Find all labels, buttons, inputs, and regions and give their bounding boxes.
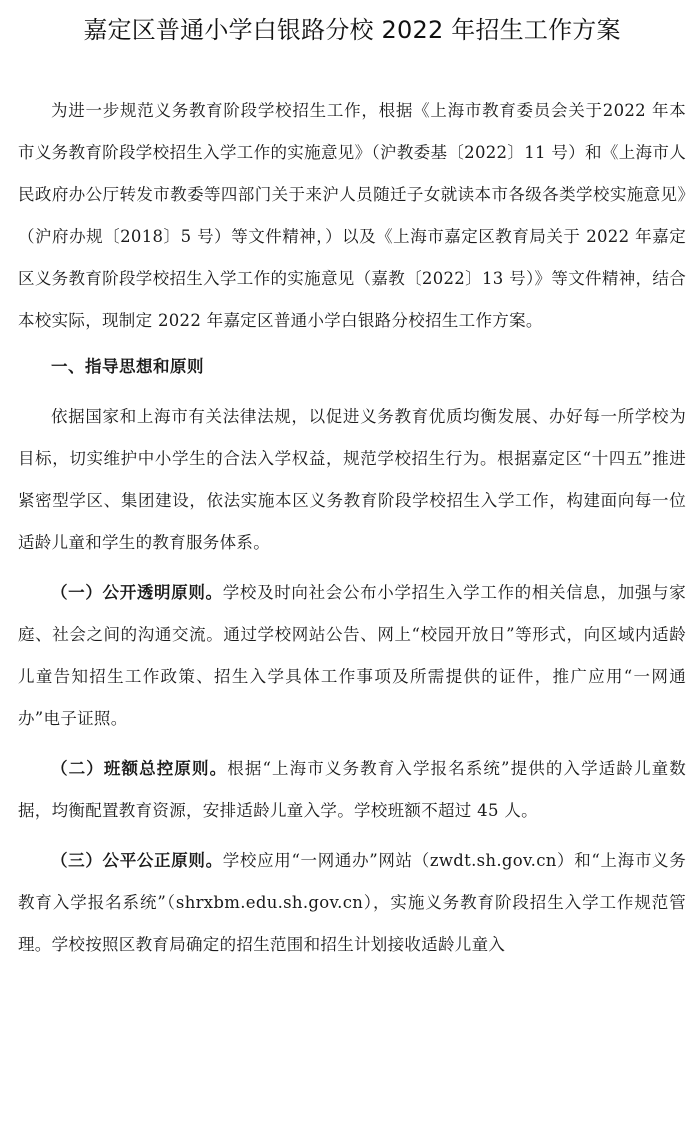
section-body-paragraph: 依据国家和上海市有关法律法规，以促进义务教育优质均衡发展、办好每一所学校为目标，切实维护中小学生的合法入学权益，规范学校招生行为。根据嘉定区“十四五”推进紧密型学区、集团建设，依法实施本区义务教育阶段学校招生入学工作，构建面向每一位适龄儿童和学生的教育服务体系。 [18, 407, 686, 552]
principle-paragraph-transparency [18, 572, 686, 740]
principle-text: 根据“上海市义务教育入学报名系统”提供的入学适龄儿童数据，均衡配置教育资源，安排适龄儿童入学。学校班额不超过 45 人。 [18, 759, 686, 820]
principle-paragraph-class-size [18, 748, 686, 832]
intro-paragraph: 为进一步规范义务教育阶段学校招生工作，根据《上海市教育委员会关于2022 年本市义务教育阶段学校招生入学工作的实施意见》（沪教委基〔2022〕11 号）和《上海市人民政府办公厅转发市教委等四部门关于来沪人员随迁子女就读本市各级各类学校实施意见》（沪府办规〔2018〕5 号）等文件精神，）以及《上海市嘉定区教育局关于 2022 年嘉定区义务教育阶段学校招生入学工作的实施意见（嘉教〔2022〕13 号）》等文件精神，结合本校实际，现制定 2022 年嘉定区普通小学白银路分校招生工作方案。 [18, 101, 686, 330]
document-title: 嘉定区普通小学白银路分校 2022 年招生工作方案 [83, 16, 621, 44]
section-heading-guiding-principles: 一、指导思想和原则 [51, 357, 204, 376]
principle-paragraph-fairness [18, 840, 686, 966]
principle-text: 学校应用“一网通办”网站（zwdt.sh.gov.cn）和“上海市义务教育入学报名系统”（shrxbm.edu.sh.gov.cn），实施义务教育阶段招生入学工作规范管理。学校按照区教育局确定的招生范围和招生计划接收适龄儿童入 [18, 851, 686, 954]
principle-text: 学校及时向社会公布小学招生入学工作的相关信息，加强与家庭、社会之间的沟通交流。通过学校网站公告、网上“校园开放日”等形式，向区域内适龄儿童告知招生工作政策、招生入学具体工作事项及所需提供的证件，推广应用“一网通办”电子证照。 [18, 583, 687, 728]
principle-lead: （三）公平公正原则。 [51, 851, 223, 870]
principle-lead: （二）班额总控原则。 [51, 759, 228, 778]
principle-lead: （一）公开透明原则。 [51, 583, 223, 602]
